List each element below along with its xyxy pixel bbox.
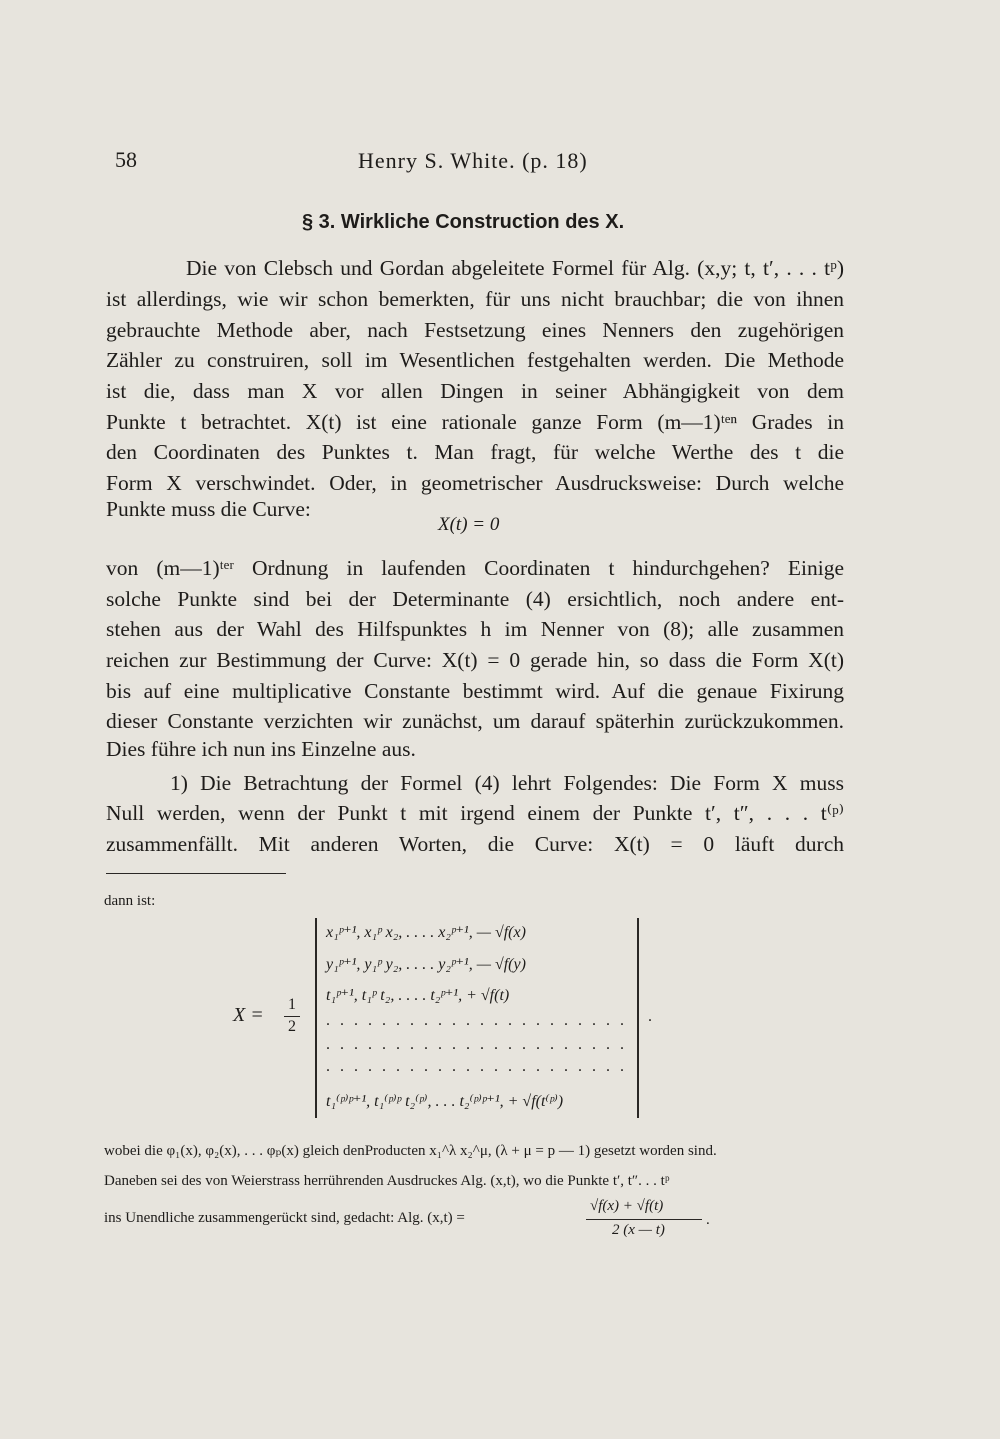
- body-line: stehen aus der Wahl des Hilfspunktes h im Nenner von (8); alle zusammen: [106, 617, 844, 641]
- body-line: reichen zur Bestimmung der Curve: X(t) = 0 gerade hin, so dass die Form X(t): [106, 648, 844, 672]
- matrix-row: . . . . . . . . . . . . . . . . . . . . . .: [326, 1012, 627, 1029]
- matrix-row: t₁⁽ᵖ⁾ᵖ⁺¹, t₁⁽ᵖ⁾ᵖ t₂⁽ᵖ⁾, . . . t₂⁽ᵖ⁾ᵖ⁺¹, + √f(t⁽ᵖ⁾): [326, 1093, 564, 1110]
- matrix-row: y₁ᵖ⁺¹, y₁ᵖ y₂, . . . . y₂ᵖ⁺¹, — √f(y): [326, 956, 526, 973]
- determinant-left-bar: [315, 918, 317, 1118]
- body-line: Zähler zu construiren, soll im Wesentlichen festgehalten werden. Die Methode: [106, 348, 844, 372]
- body-line: Punkte t betrachtet. X(t) ist eine rationale ganze Form (m—1)ᵗᵉⁿ Grades in: [106, 410, 844, 434]
- section-title: § 3. Wirkliche Construction des X.: [302, 211, 625, 233]
- footnote-line: Daneben sei des von Weierstrass herrührenden Ausdruckes Alg. (x,t), wo die Punkte t′, t″. . . tᵖ: [104, 1173, 670, 1189]
- determinant-right-bar: [637, 918, 639, 1118]
- display-equation: X(t) = 0: [438, 514, 500, 535]
- body-line: ist die, dass man X vor allen Dingen in seiner Abhängigkeit von dem: [106, 379, 844, 403]
- footnote-intro: dann ist:: [104, 893, 156, 909]
- footnote-fraction-bar: [586, 1219, 702, 1220]
- footnote-fraction-denominator: 2 (x — t): [612, 1222, 665, 1238]
- body-line: Punkte muss die Curve:: [106, 497, 311, 521]
- determinant-end-dot: .: [648, 1008, 652, 1025]
- matrix-row: x₁ᵖ⁺¹, x₁ᵖ x₂, . . . . x₂ᵖ⁺¹, — √f(x): [326, 924, 526, 941]
- matrix-row: . . . . . . . . . . . . . . . . . . . . . .: [326, 1058, 627, 1075]
- footnote-rule: [106, 873, 286, 874]
- body-line: zusammenfällt. Mit anderen Worten, die Curve: X(t) = 0 läuft durch: [106, 832, 844, 856]
- body-line: den Coordinaten des Punktes t. Man fragt, für welche Werthe des t die: [106, 440, 844, 464]
- fraction-denominator: 2: [288, 1018, 296, 1035]
- footnote-fraction-numerator: √f(x) + √f(t): [590, 1198, 664, 1214]
- body-line: Dies führe ich nun ins Einzelne aus.: [106, 737, 416, 761]
- body-line: gebrauchte Methode aber, nach Festsetzung eines Nenners den zugehörigen: [106, 318, 844, 342]
- body-line: Form X verschwindet. Oder, in geometrischer Ausdrucksweise: Durch welche: [106, 471, 844, 495]
- footnote-end: .: [706, 1212, 710, 1228]
- footnote-line: wobei die φ₁(x), φ₂(x), . . . φₚ(x) gleich denProducten x₁^λ x₂^μ, (λ + μ = p — 1) gesetzt worden sind.: [104, 1143, 717, 1159]
- running-title: Henry S. White. (p. 18): [358, 148, 588, 173]
- body-line: ist allerdings, wie wir schon bemerkten, für uns nicht brauchbar; die von ihnen: [106, 287, 844, 311]
- matrix-row: t₁ᵖ⁺¹, t₁ᵖ t₂, . . . . t₂ᵖ⁺¹, + √f(t): [326, 987, 510, 1004]
- body-line: Die von Clebsch und Gordan abgeleitete Formel für Alg. (x,y; t, t′, . . . tᵖ): [186, 256, 844, 280]
- body-line: 1) Die Betrachtung der Formel (4) lehrt Folgendes: Die Form X muss: [170, 771, 844, 795]
- fraction-bar: [284, 1016, 300, 1017]
- body-line: von (m—1)ᵗᵉʳ Ordnung in laufenden Coordinaten t hindurchgehen? Einige: [106, 556, 844, 580]
- page-number: 58: [115, 147, 137, 172]
- body-line: solche Punkte sind bei der Determinante (4) ersichtlich, noch andere ent-: [106, 587, 844, 611]
- body-line: dieser Constante verzichten wir zunächst, um darauf späterhin zurückzukommen.: [106, 709, 844, 733]
- fraction-numerator: 1: [288, 996, 296, 1013]
- body-line: bis auf eine multiplicative Constante bestimmt wird. Auf die genaue Fixirung: [106, 679, 844, 703]
- matrix-row: . . . . . . . . . . . . . . . . . . . . . .: [326, 1036, 627, 1053]
- determinant-lhs: X =: [233, 1004, 264, 1026]
- body-line: Null werden, wenn der Punkt t mit irgend einem der Punkte t′, t″, . . . t⁽ᵖ⁾: [106, 801, 844, 825]
- footnote-line: ins Unendliche zusammengerückt sind, gedacht: Alg. (x,t) =: [104, 1210, 465, 1226]
